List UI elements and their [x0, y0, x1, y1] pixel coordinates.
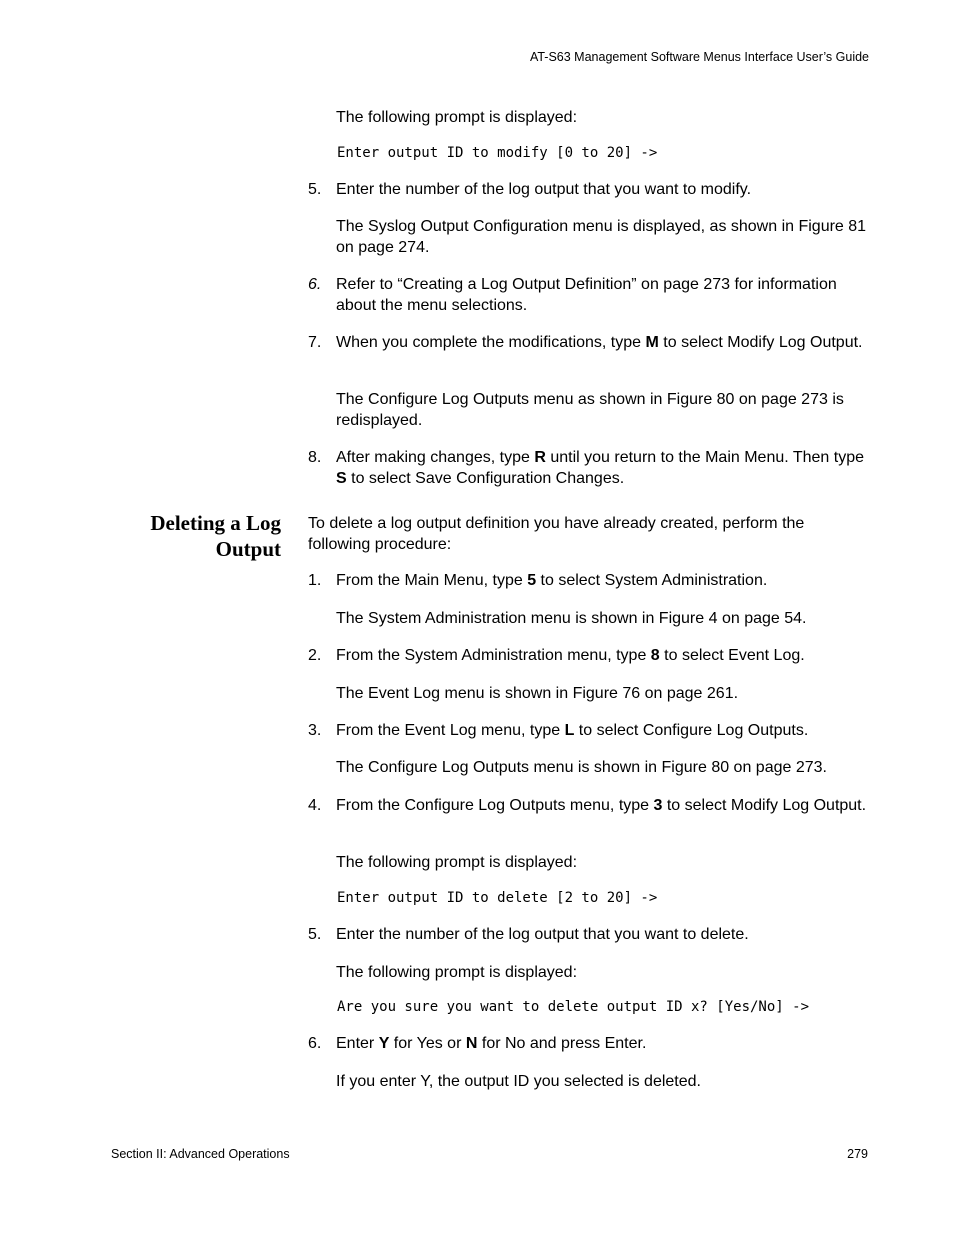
step-note: The Configure Log Outputs menu is shown in Figure 80 on page 273. — [336, 759, 827, 776]
step-text: When you complete the modifications, type M to select Modify Log Output. — [336, 334, 863, 351]
step-note: The Syslog Output Configuration menu is displayed, as shown in Figure 81 on page 274. — [336, 218, 867, 256]
key-label: 3 — [653, 797, 663, 814]
code-prompt-modify: Enter output ID to modify [0 to 20] -> — [337, 145, 658, 161]
step-text: Enter the number of the log output that you want to delete. — [336, 926, 749, 943]
step-note: The following prompt is displayed: — [336, 854, 578, 871]
step-note: If you enter Y, the output ID you selected is deleted. — [336, 1073, 701, 1090]
code-prompt-delete: Enter output ID to delete [2 to 20] -> — [337, 890, 658, 906]
code-prompt-confirm: Are you sure you want to delete output ID x? [Yes/No] -> — [337, 999, 810, 1015]
key-label: 5 — [527, 572, 537, 589]
step-text: Enter the number of the log output that you want to modify. — [336, 181, 752, 198]
prompt-intro: The following prompt is displayed: — [336, 109, 578, 126]
step-note: The Configure Log Outputs menu as shown in Figure 80 on page 273 is redisplayed. — [336, 391, 844, 429]
step-note: The Event Log menu is shown in Figure 76 on page 261. — [336, 685, 739, 702]
step-note: The System Administration menu is shown in Figure 4 on page 54. — [336, 610, 807, 627]
step-number: 6. — [308, 276, 322, 293]
step-text: From the Event Log menu, type L to select Configure Log Outputs. — [336, 722, 809, 739]
section-heading: Deleting a Log Output — [150, 511, 281, 561]
key-label: L — [564, 722, 575, 739]
key-label: M — [645, 334, 659, 351]
step-number: 3. — [308, 722, 322, 739]
key-label: R — [534, 449, 546, 466]
running-header: AT-S63 Management Software Menus Interface User’s Guide — [529, 50, 869, 64]
step-number: 4. — [308, 797, 322, 814]
step-text: From the Configure Log Outputs menu, type 3 to select Modify Log Output. — [336, 797, 867, 814]
step-text: Enter Y for Yes or N for No and press Enter. — [336, 1035, 647, 1052]
step-number: 6. — [308, 1035, 322, 1052]
step-number: 2. — [308, 647, 322, 664]
page-number: 279 — [847, 1147, 868, 1161]
footer-section: Section II: Advanced Operations — [111, 1147, 290, 1161]
key-label: Y — [378, 1035, 390, 1052]
step-number: 8. — [308, 449, 322, 466]
step-number: 5. — [308, 926, 322, 943]
key-label: N — [465, 1035, 478, 1052]
step-text: From the Main Menu, type 5 to select System Administration. — [336, 572, 768, 589]
step-note: The following prompt is displayed: — [336, 964, 578, 981]
step-number: 1. — [308, 572, 322, 589]
key-label: 8 — [650, 647, 660, 664]
key-label: S — [336, 469, 347, 487]
section-intro: To delete a log output definition you have already created, perform the following procedure: — [308, 515, 805, 553]
step-text: After making changes, type R until you return to the Main Menu. Then type S to select Save Configuration Changes. — [336, 449, 864, 487]
step-number: 7. — [308, 334, 322, 351]
step-text: From the System Administration menu, type 8 to select Event Log. — [336, 647, 805, 664]
step-text: Refer to “Creating a Log Output Definition” on page 273 for information about the menu selections. — [336, 276, 837, 314]
step-number: 5. — [308, 181, 322, 198]
